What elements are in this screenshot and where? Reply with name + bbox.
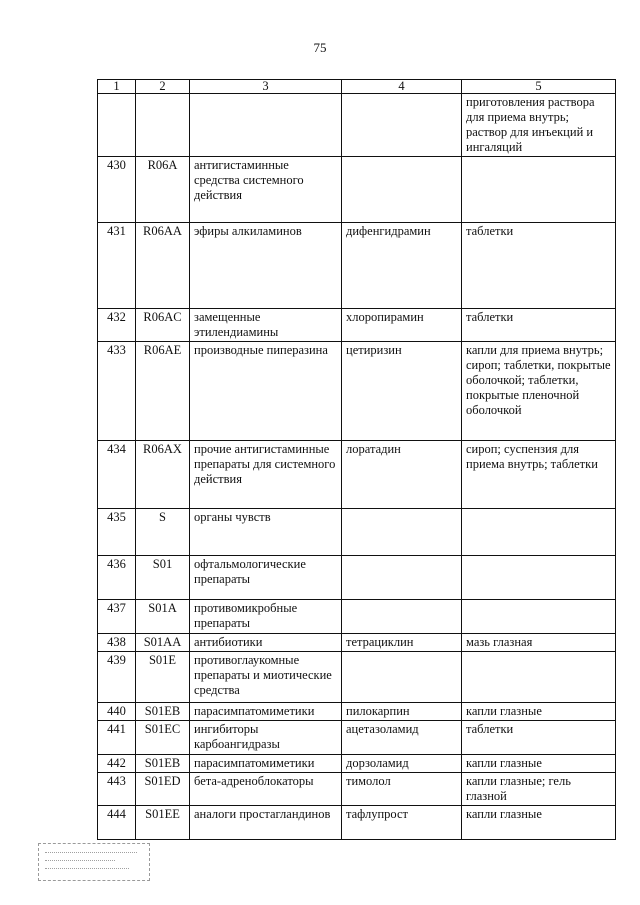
dosage-form-cell: капли глазные — [462, 806, 616, 840]
atc-code-cell: R06AC — [136, 309, 190, 342]
atc-code-cell: S01AA — [136, 634, 190, 652]
table-row — [98, 755, 616, 773]
row-number-cell: 430 — [98, 157, 136, 223]
dosage-form-cell: капли для приема внутрь; сироп; таблетки, покрытые оболочкой; таблетки, покрытые пленочной оболочкой — [462, 342, 616, 441]
row-number-cell: 439 — [98, 652, 136, 703]
dosage-form-cell — [462, 509, 616, 556]
group-name-cell: офтальмологические препараты — [190, 556, 342, 600]
row-number-cell — [98, 94, 136, 157]
page-number: 75 — [313, 40, 327, 55]
group-name-cell: органы чувств — [190, 509, 342, 556]
atc-code-cell: S01EB — [136, 703, 190, 721]
group-name-cell: антигистаминные средства системного действия — [190, 157, 342, 223]
atc-code-cell: S01ED — [136, 773, 190, 806]
dosage-form-cell: капли глазные; гель глазной — [462, 773, 616, 806]
row-number-cell: 438 — [98, 634, 136, 652]
drug-name-cell: тафлупрост — [342, 806, 462, 840]
scan-stamp-mark — [38, 843, 150, 881]
dosage-form-cell — [462, 600, 616, 634]
group-name-cell: прочие антигистаминные препараты для системного действия — [190, 441, 342, 509]
group-name-cell: аналоги простагландинов — [190, 806, 342, 840]
atc-code-cell: S01EC — [136, 721, 190, 755]
group-name-cell: парасимпатомиметики — [190, 703, 342, 721]
dosage-form-cell: сироп; суспензия для приема внутрь; таблетки — [462, 441, 616, 509]
drug-name-cell: дифенгидрамин — [342, 223, 462, 309]
column-header: 3 — [190, 80, 342, 94]
dosage-form-cell — [462, 652, 616, 703]
table-row — [98, 806, 616, 840]
row-number-cell: 432 — [98, 309, 136, 342]
table-row — [98, 441, 616, 509]
table-row — [98, 509, 616, 556]
atc-code-cell: R06A — [136, 157, 190, 223]
drug-name-cell — [342, 600, 462, 634]
column-header: 4 — [342, 80, 462, 94]
row-number-cell: 444 — [98, 806, 136, 840]
dosage-form-cell: таблетки — [462, 309, 616, 342]
drug-name-cell — [342, 652, 462, 703]
drug-name-cell: хлоропирамин — [342, 309, 462, 342]
table-row — [98, 342, 616, 441]
dosage-form-cell — [462, 157, 616, 223]
group-name-cell: парасимпатомиметики — [190, 755, 342, 773]
column-header: 5 — [462, 80, 616, 94]
group-name-cell: антибиотики — [190, 634, 342, 652]
group-name-cell: ингибиторы карбоангидразы — [190, 721, 342, 755]
atc-code-cell — [136, 94, 190, 157]
drug-name-cell: лоратадин — [342, 441, 462, 509]
row-number-cell: 433 — [98, 342, 136, 441]
atc-code-cell: S01E — [136, 652, 190, 703]
atc-code-cell: S01EB — [136, 755, 190, 773]
row-number-cell: 443 — [98, 773, 136, 806]
group-name-cell: бета-адреноблокаторы — [190, 773, 342, 806]
dosage-form-cell: капли глазные — [462, 703, 616, 721]
atc-code-cell: S — [136, 509, 190, 556]
dosage-form-cell: таблетки — [462, 223, 616, 309]
dosage-form-cell: капли глазные — [462, 755, 616, 773]
row-number-cell: 431 — [98, 223, 136, 309]
drug-table — [97, 79, 616, 840]
table-row — [98, 721, 616, 755]
table-row — [98, 223, 616, 309]
table-row — [98, 157, 616, 223]
table-row — [98, 773, 616, 806]
row-number-cell: 440 — [98, 703, 136, 721]
drug-name-cell: пилокарпин — [342, 703, 462, 721]
drug-name-cell: тетрациклин — [342, 634, 462, 652]
atc-code-cell: R06AA — [136, 223, 190, 309]
table-row — [98, 556, 616, 600]
drug-name-cell: ацетазоламид — [342, 721, 462, 755]
group-name-cell: эфиры алкиламинов — [190, 223, 342, 309]
drug-name-cell: дорзоламид — [342, 755, 462, 773]
atc-code-cell: R06AE — [136, 342, 190, 441]
row-number-cell: 441 — [98, 721, 136, 755]
table-row — [98, 703, 616, 721]
drug-name-cell — [342, 94, 462, 157]
column-header: 1 — [98, 80, 136, 94]
row-number-cell: 435 — [98, 509, 136, 556]
table-row — [98, 652, 616, 703]
group-name-cell: производные пиперазина — [190, 342, 342, 441]
table-row — [98, 94, 616, 157]
row-number-cell: 442 — [98, 755, 136, 773]
group-name-cell: противоглаукомные препараты и миотические средства — [190, 652, 342, 703]
dosage-form-cell: мазь глазная — [462, 634, 616, 652]
dosage-form-cell: таблетки — [462, 721, 616, 755]
drug-name-cell: цетиризин — [342, 342, 462, 441]
group-name-cell: замещенные этилендиамины — [190, 309, 342, 342]
drug-name-cell — [342, 157, 462, 223]
atc-code-cell: S01 — [136, 556, 190, 600]
atc-code-cell: S01A — [136, 600, 190, 634]
drug-name-cell — [342, 556, 462, 600]
group-name-cell: противомикробные препараты — [190, 600, 342, 634]
atc-code-cell: S01EE — [136, 806, 190, 840]
drug-name-cell: тимолол — [342, 773, 462, 806]
row-number-cell: 437 — [98, 600, 136, 634]
row-number-cell: 434 — [98, 441, 136, 509]
column-header: 2 — [136, 80, 190, 94]
table-row — [98, 634, 616, 652]
atc-code-cell: R06AX — [136, 441, 190, 509]
dosage-form-cell — [462, 556, 616, 600]
group-name-cell — [190, 94, 342, 157]
table-header-row — [98, 80, 616, 94]
drug-name-cell — [342, 509, 462, 556]
table-row — [98, 309, 616, 342]
dosage-form-cell: приготовления раствора для приема внутрь; раствор для инъекций и ингаляций — [462, 94, 616, 157]
table-row — [98, 600, 616, 634]
row-number-cell: 436 — [98, 556, 136, 600]
